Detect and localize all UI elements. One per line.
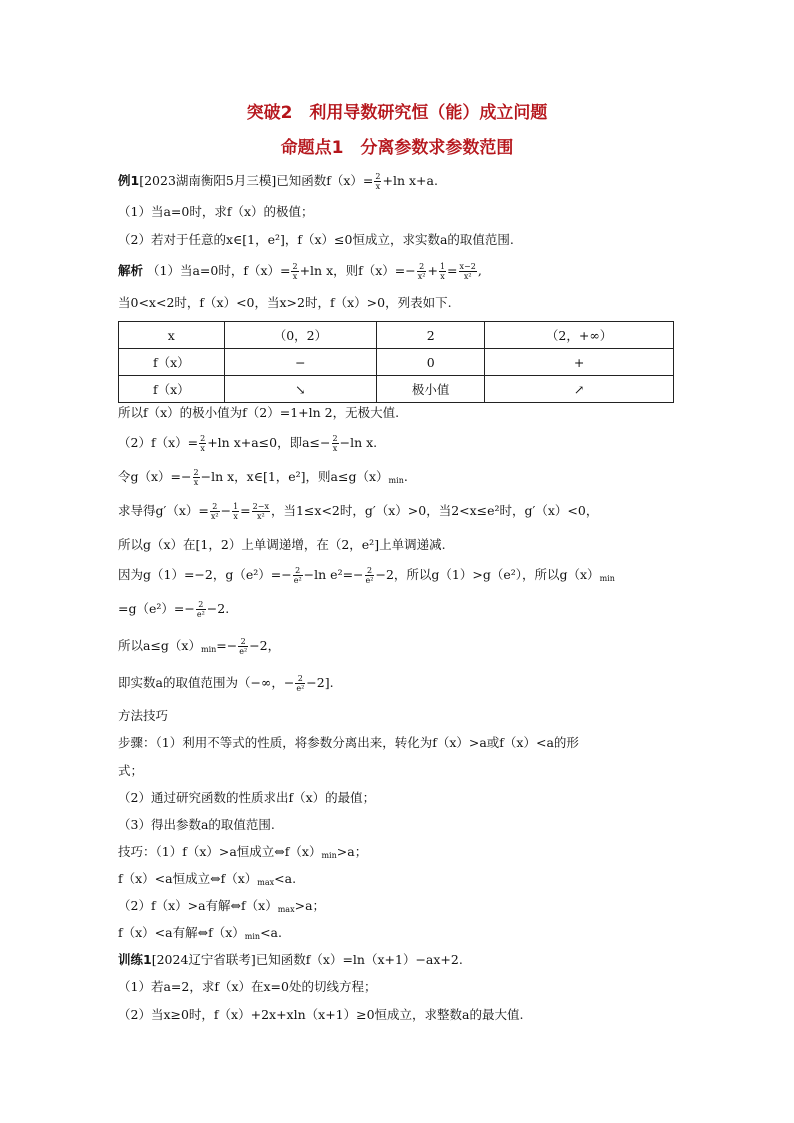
example-question-1: （1）当a=0时，求f（x）的极值；: [118, 204, 314, 219]
table-cell: x: [119, 322, 225, 349]
example-source: [2023湖南衡阳5月三模]: [139, 173, 277, 188]
monotonicity-table: [118, 321, 674, 403]
example-question-2: （2）若对于任意的x∈[1，e²]，f（x）≤0恒成立，求实数a的取值范围.: [118, 232, 514, 247]
method-step-1: 步骤：（1）利用不等式的性质，将参数分离出来，转化为f（x）>a或f（x）<a的形: [118, 735, 579, 750]
solution-line-2: 当0<x<2时，f（x）<0，当x>2时，f（x）>0，列表如下.: [118, 295, 452, 310]
solution-line-1: 解析 （1）当a=0时，f（x）= $\frac{2}{x}$ +ln x，则f（x）=− $\frac{2}{\text{x²}}$ + $\frac{1}{x}$ = $\frac{x-2}{\text{x²}}$ ,: [118, 262, 482, 281]
solution-line-10: 所以$a\le g(x)_{min}=-$ $\frac{2}{\text{e²}}$ −2，: [118, 637, 281, 656]
method-tip-3: （2）f（x）>a有解$\Leftrightarrow f(x)_{max}>a$；: [118, 898, 326, 914]
training-stem: 训练1[2024辽宁省联考]已知函数f（x）=ln（x+1）−ax+2.: [118, 952, 463, 967]
method-step-2: （2）通过研究函数的性质求出f（x）的最值；: [118, 790, 376, 805]
method-tip-2: f（x）<a恒成立$\Leftrightarrow f(x)_{max}<a$.: [118, 871, 297, 887]
section-title: 突破2 利用导数研究恒（能）成立问题: [246, 103, 548, 123]
table-cell: （2，+∞）: [485, 322, 674, 349]
example-label: 例1: [118, 173, 140, 188]
table-cell: （0，2）: [224, 322, 377, 349]
solution-line-7: 所以g（x）在[1，2）上单调递增，在（2，e²]上单调递减.: [118, 537, 446, 552]
method-tip-1: 技巧：（1）f（x）>a恒成立$\Leftrightarrow f(x)_{min}>a$；: [118, 844, 368, 860]
table-row: [119, 376, 674, 403]
table-cell: +: [485, 349, 674, 376]
solution-line-6: 求导得g′（x）= $\frac{2}{\text{x²}}$ − $\frac{1}{x}$ = $\frac{2-x}{\text{x²}}$ ，当1≤x<2时，g′（x）>0，当2<x≤e²时，g′（x）<0，: [118, 502, 599, 521]
table-cell: 2: [377, 322, 485, 349]
solution-line-8: 因为g（1）=−2，g（e²）=− $\frac{2}{\text{e²}}$ −ln e²=− $\frac{2}{\text{e²}}$ −2，所以g（1）>g（e²），所以$g(x)_{min}$: [118, 566, 615, 585]
table-cell: ↗: [485, 376, 674, 403]
table-cell: −: [224, 349, 377, 376]
method-tip-4: f（x）<a有解$\Leftrightarrow f(x)_{min}<a$.: [118, 925, 282, 941]
table-cell: f（x）: [119, 349, 225, 376]
training-question-1: （1）若a=2，求f（x）在x=0处的切线方程；: [118, 979, 377, 994]
solution-line-3: 所以f（x）的极小值为f（2）=1+ln 2，无极大值.: [118, 405, 400, 420]
method-step-1-cont: 式；: [118, 763, 144, 778]
solution-line-11: 即实数a的取值范围为（−∞，− $\frac{2}{\text{e²}}$ −2].: [118, 674, 334, 693]
training-source: [2024辽宁省联考]: [151, 952, 256, 967]
table-cell: ↘: [224, 376, 377, 403]
method-heading: 方法技巧: [118, 708, 169, 723]
table-cell: f（x）: [119, 376, 225, 403]
table-cell: 0: [377, 349, 485, 376]
training-question-2: （2）当x≥0时，f（x）+2x+xln（x+1）≥0恒成立，求整数a的最大值.: [118, 1007, 524, 1022]
training-label: 训练1: [118, 952, 152, 967]
example-stem: 例1[2023湖南衡阳5月三模]已知函数f（x）= $\frac{2}{x}$ +ln x+a.: [118, 172, 438, 191]
fraction: $\frac{2}{x}$: [375, 172, 381, 191]
table-row: [119, 322, 674, 349]
solution-line-4: （2）f（x）= $\frac{2}{x}$ +ln x+a≤0，即a≤− $\frac{2}{x}$ −ln x.: [118, 434, 378, 453]
solution-line-5: 令g（x）=− $\frac{2}{x}$ −ln x，x∈[1，e²]，则$a\le g(x)_{min}$.: [118, 468, 408, 487]
table-row: [119, 349, 674, 376]
method-step-3: （3）得出参数a的取值范围.: [118, 817, 275, 832]
solution-line-9: =g（e²）=− $\frac{2}{\text{e²}}$ −2.: [118, 600, 230, 619]
table-cell: 极小值: [377, 376, 485, 403]
subsection-title: 命题点1 分离参数求参数范围: [280, 138, 514, 158]
solution-label: 解析: [118, 263, 144, 278]
